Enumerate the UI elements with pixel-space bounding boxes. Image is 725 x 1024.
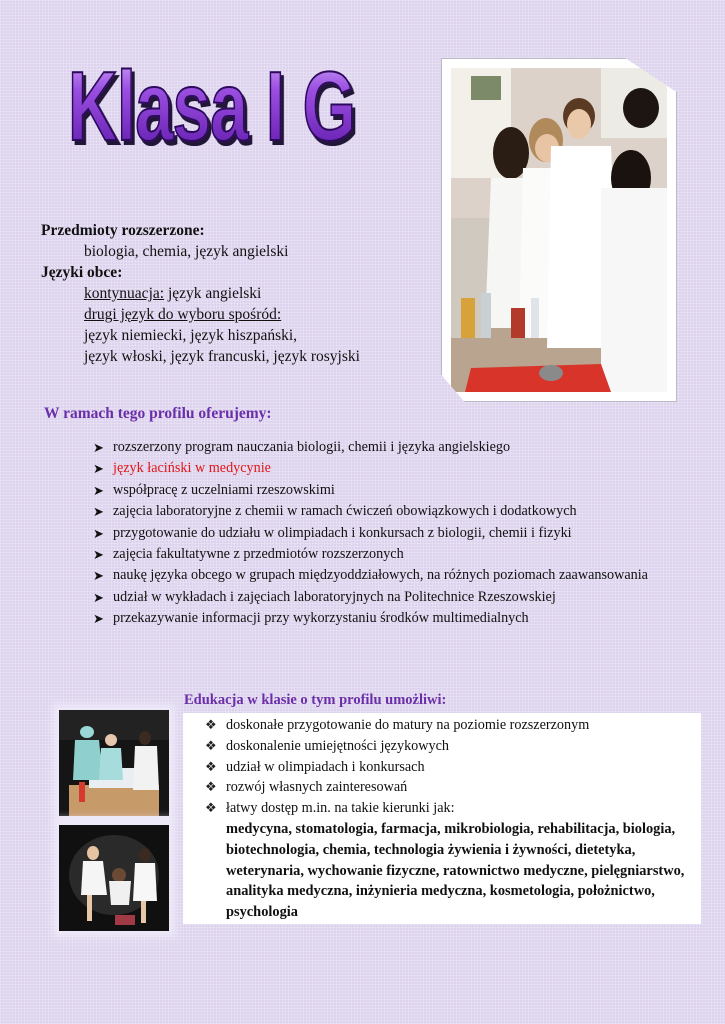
- study-fields-list: medycyna, stomatologia, farmacja, mikrobiologia, rehabilitacja, biologia, biotechnologia, chemia, technologia żywienia i żywności, dietetyka, weterynaria, wychowanie fizyczne, ratownictwo medyczne, pielęgniarstwo, analityka medyczna, inżynieria medyczna, kosmetologia, położnictwo, psychologia: [226, 820, 685, 921]
- list-item-text: współpracę z uczelniami rzeszowskimi: [113, 481, 335, 498]
- list-item-text: język łaciński w medycynie: [113, 460, 271, 477]
- list-item: [205, 715, 701, 736]
- list-item: [93, 523, 693, 544]
- list-item: [93, 565, 693, 586]
- lab-students-photo-frame: [441, 58, 677, 402]
- education-heading: Edukacja w klasie o tym profilu umożliwi:: [184, 692, 447, 708]
- languages-label: Języki obce:: [41, 264, 123, 281]
- second-language-label: drugi język do wyboru spośród:: [84, 306, 282, 323]
- list-item-text: naukę języka obcego w grupach międzyoddziałowych, na różnych poziomach zaawansowania: [113, 567, 648, 584]
- list-item: [93, 544, 693, 565]
- list-item: [205, 736, 701, 757]
- lab-students-illustration: [451, 68, 667, 392]
- list-item: [93, 480, 693, 501]
- continuation-line: [41, 283, 431, 304]
- diamond-star-bullet-icon: ❖: [205, 737, 217, 753]
- list-item: [93, 458, 693, 479]
- offer-heading: W ramach tego profilu oferujemy:: [44, 405, 272, 422]
- arrowhead-bullet-icon: ➤: [93, 440, 104, 455]
- list-item-text: zajęcia laboratoryjne z chemii w ramach ćwiczeń obowiązkowych i dodatkowych: [113, 503, 577, 520]
- page-title: Klasa I G: [68, 51, 356, 161]
- list-item: [93, 587, 693, 608]
- list-item-text: łatwy dostęp m.in. na takie kierunki jak:: [226, 800, 455, 817]
- arrowhead-bullet-icon: ➤: [93, 589, 104, 605]
- diamond-star-bullet-icon: ❖: [205, 717, 217, 732]
- diamond-star-bullet-icon: ❖: [205, 758, 217, 774]
- list-item: [93, 437, 693, 458]
- offer-list: [93, 437, 693, 630]
- subjects-block: [41, 220, 431, 367]
- second-language-options-1: język niemiecki, język hiszpański,: [84, 327, 298, 344]
- arrowhead-bullet-icon: ➤: [93, 482, 104, 498]
- extended-subjects-label: Przedmioty rozszerzone:: [41, 222, 205, 239]
- list-item-text: udział w olimpiadach i konkursach: [226, 758, 425, 775]
- arrowhead-bullet-icon: ➤: [93, 461, 104, 477]
- diamond-star-bullet-icon: ❖: [205, 800, 217, 816]
- list-item-text: doskonalenie umiejętności językowych: [226, 737, 449, 754]
- list-item: [93, 501, 693, 522]
- education-box: [183, 713, 701, 924]
- list-item-text: doskonałe przygotowanie do matury na poziomie rozszerzonym: [226, 717, 590, 733]
- list-item-text: rozwój własnych zainteresowań: [226, 779, 408, 796]
- medical-simulation-photo: [59, 710, 169, 816]
- arrowhead-bullet-icon: ➤: [93, 525, 104, 541]
- nurses-performance-illustration: [59, 825, 169, 931]
- second-language-options-2: język włoski, język francuski, język rosyjski: [84, 348, 360, 365]
- list-item: [205, 777, 701, 798]
- continuation-value: język angielski: [164, 285, 262, 302]
- extended-subjects-value: biologia, chemia, język angielski: [84, 243, 289, 260]
- nurses-performance-photo: [59, 825, 169, 931]
- list-item-text: udział w wykładach i zajęciach laboratoryjnych na Politechnice Rzeszowskiej: [113, 588, 556, 605]
- diamond-star-bullet-icon: ❖: [205, 779, 217, 795]
- list-item-text: przygotowanie do udziału w olimpiadach i konkursach z biologii, chemii i fizyki: [113, 524, 572, 541]
- arrowhead-bullet-icon: ➤: [93, 568, 104, 584]
- arrowhead-bullet-icon: ➤: [93, 504, 104, 520]
- lab-students-photo: [451, 68, 667, 392]
- list-item-text: zajęcia fakultatywne z przedmiotów rozszerzonych: [113, 546, 404, 563]
- continuation-label: kontynuacja:: [84, 285, 165, 302]
- medical-simulation-illustration: [59, 710, 169, 816]
- list-item: [205, 798, 701, 819]
- list-item-text: rozszerzony program nauczania biologii, chemii i języka angielskiego: [113, 439, 511, 455]
- list-item-text: przekazywanie informacji przy wykorzystaniu środków multimedialnych: [113, 610, 529, 627]
- arrowhead-bullet-icon: ➤: [93, 547, 104, 563]
- arrowhead-bullet-icon: ➤: [93, 611, 104, 627]
- education-list: [205, 715, 701, 819]
- list-item: [205, 757, 701, 778]
- list-item: [93, 608, 693, 629]
